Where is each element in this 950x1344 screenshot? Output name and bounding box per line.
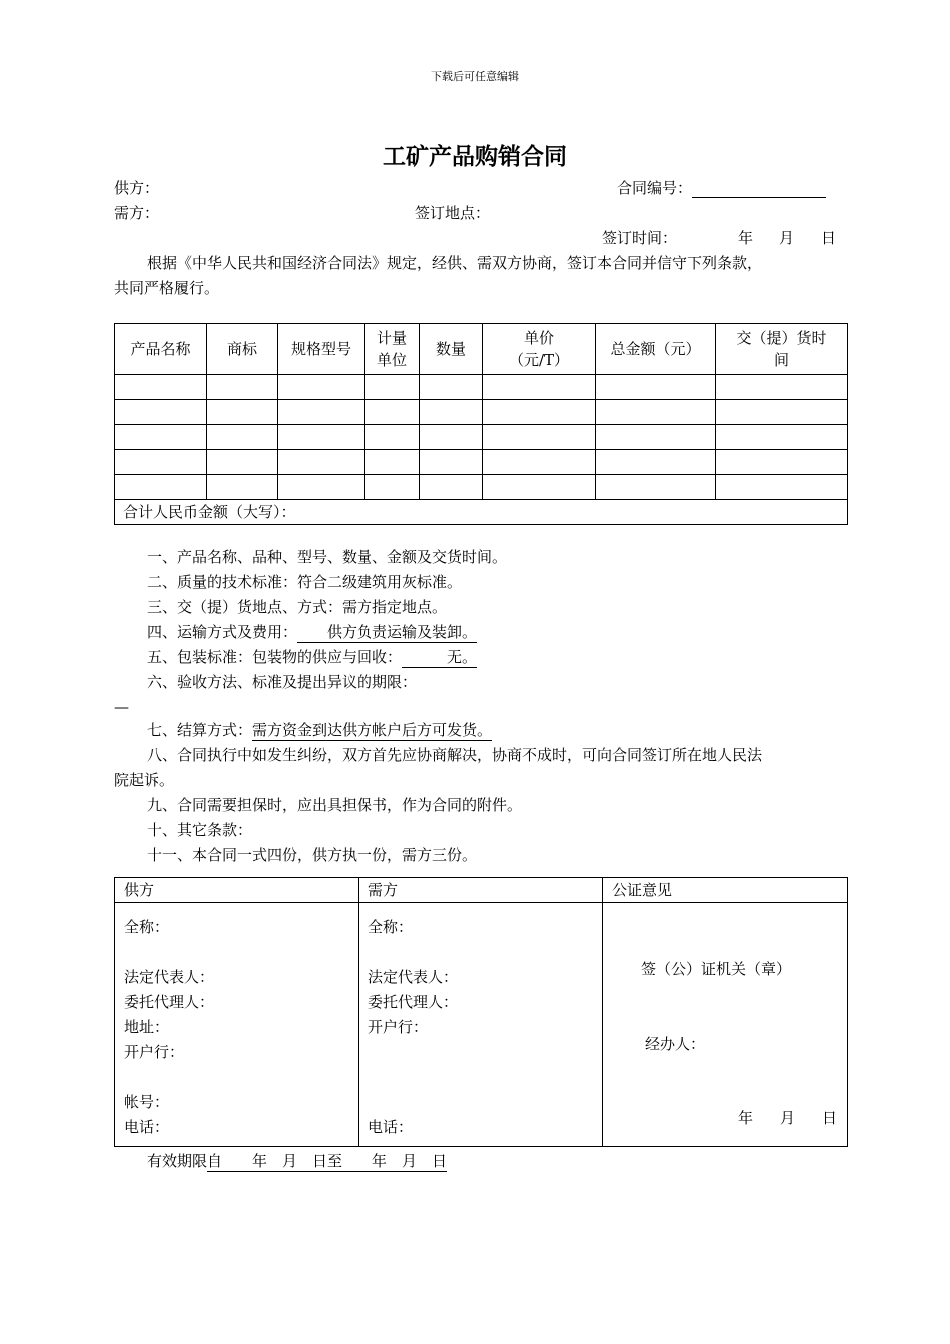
supplier-header: 供方 xyxy=(115,878,359,903)
table-row xyxy=(115,425,848,450)
clause-4-label: 四、运输方式及费用： xyxy=(147,623,298,641)
notary-handler: 经办人： xyxy=(645,1035,706,1053)
col-header: 规格型号 xyxy=(278,324,365,375)
clause-4-value: 供方负责运输及装卸。 xyxy=(297,623,478,641)
clause-11: 十一、本合同一式四份，供方执一份，需方三份。 xyxy=(147,846,478,864)
intro-line-2: 共同严格履行。 xyxy=(114,279,220,297)
supplier-agent: 委托代理人： xyxy=(124,993,215,1011)
col-header: 总金额（元） xyxy=(596,324,716,375)
notary-seal: 签（公）证机关（章） xyxy=(641,960,792,978)
col-header: 数量 xyxy=(420,324,483,375)
total-row xyxy=(115,500,848,525)
validity-label: 有效期限 xyxy=(147,1152,208,1170)
clause-5-value: 无。 xyxy=(402,648,478,666)
contract-no-label: 合同编号： xyxy=(617,179,693,197)
table-row xyxy=(115,475,848,500)
notary-cell[interactable] xyxy=(603,903,848,1147)
supplier-phone: 电话： xyxy=(124,1118,170,1136)
clause-3: 三、交（提）货地点、方式：需方指定地点。 xyxy=(147,598,448,616)
buyer-full-name: 全称： xyxy=(368,918,414,936)
clause-5-label: 五、包装标准：包装物的供应与回收： xyxy=(147,648,403,666)
clause-7 xyxy=(147,720,492,741)
signature-body-row xyxy=(115,903,848,1147)
signature-header-row xyxy=(115,878,848,903)
clause-10: 十、其它条款： xyxy=(147,821,253,839)
table-row xyxy=(115,450,848,475)
validity-period xyxy=(147,1151,447,1172)
supplier-bank: 开户行： xyxy=(124,1043,185,1061)
supplier-cell[interactable] xyxy=(115,903,359,1147)
clause-1: 一、产品名称、品种、型号、数量、金额及交货时间。 xyxy=(147,548,508,566)
header-note: 下载后可任意编辑 xyxy=(431,70,519,83)
contract-no-field xyxy=(617,178,826,198)
clause-9: 九、合同需要担保时，应出具担保书，作为合同的附件。 xyxy=(147,796,523,814)
buyer-cell[interactable] xyxy=(359,903,603,1147)
product-table xyxy=(114,323,848,525)
buyer-header: 需方 xyxy=(359,878,603,903)
notary-header: 公证意见 xyxy=(603,878,848,903)
intro-line-1: 根据《中华人民共和国经济合同法》规定，经供、需双方协商，签订本合同并信守下列条款， xyxy=(147,254,763,272)
supplier-label: 供方： xyxy=(114,179,160,197)
product-table-header xyxy=(115,324,848,375)
clause-7-value: 需方资金到达供方帐户后方可发货。 xyxy=(252,721,493,739)
supplier-address: 地址： xyxy=(124,1018,170,1036)
total-amount-label[interactable]: 合计人民币金额（大写）： xyxy=(115,500,848,525)
notary-month: 月 xyxy=(780,1109,796,1127)
validity-value[interactable]: 自 年 月 日至 年 月 日 xyxy=(207,1152,448,1170)
buyer-legal-rep: 法定代表人： xyxy=(368,968,459,986)
buyer-label: 需方： xyxy=(114,204,160,222)
clause-8-line-2: 院起诉。 xyxy=(114,771,175,789)
page-title: 工矿产品购销合同 xyxy=(383,144,567,170)
table-row xyxy=(115,375,848,400)
notary-year: 年 xyxy=(738,1109,754,1127)
supplier-legal-rep: 法定代表人： xyxy=(124,968,215,986)
table-row xyxy=(115,400,848,425)
clause-4 xyxy=(147,622,477,643)
sign-time-year: 年 xyxy=(738,229,754,247)
sign-time-day: 日 xyxy=(821,229,837,247)
buyer-agent: 委托代理人： xyxy=(368,993,459,1011)
contract-no-blank[interactable] xyxy=(692,182,826,198)
supplier-account: 帐号： xyxy=(124,1093,170,1111)
sign-time-month: 月 xyxy=(779,229,795,247)
clause-2: 二、质量的技术标准：符合二级建筑用灰标准。 xyxy=(147,573,463,591)
buyer-phone: 电话： xyxy=(368,1118,414,1136)
clause-6-dash: — xyxy=(114,698,129,716)
col-header: 交（提）货时 间 xyxy=(716,324,848,375)
col-header: 商标 xyxy=(207,324,278,375)
col-header: 产品名称 xyxy=(115,324,207,375)
notary-day: 日 xyxy=(822,1109,838,1127)
signature-table xyxy=(114,877,848,1147)
clause-8-line-1: 八、合同执行中如发生纠纷，双方首先应协商解决，协商不成时，可向合同签订所在地人民法 xyxy=(147,746,763,764)
sign-place-label: 签订地点： xyxy=(415,204,491,222)
clause-7-label: 七、结算方式： xyxy=(147,721,253,739)
col-header: 单价 （元/T） xyxy=(483,324,596,375)
supplier-full-name: 全称： xyxy=(124,918,170,936)
buyer-bank: 开户行： xyxy=(368,1018,429,1036)
col-header: 计量 单位 xyxy=(365,324,420,375)
sign-time-label: 签订时间： xyxy=(602,229,678,247)
clause-6: 六、验收方法、标准及提出异议的期限： xyxy=(147,673,418,691)
clause-5 xyxy=(147,647,477,668)
